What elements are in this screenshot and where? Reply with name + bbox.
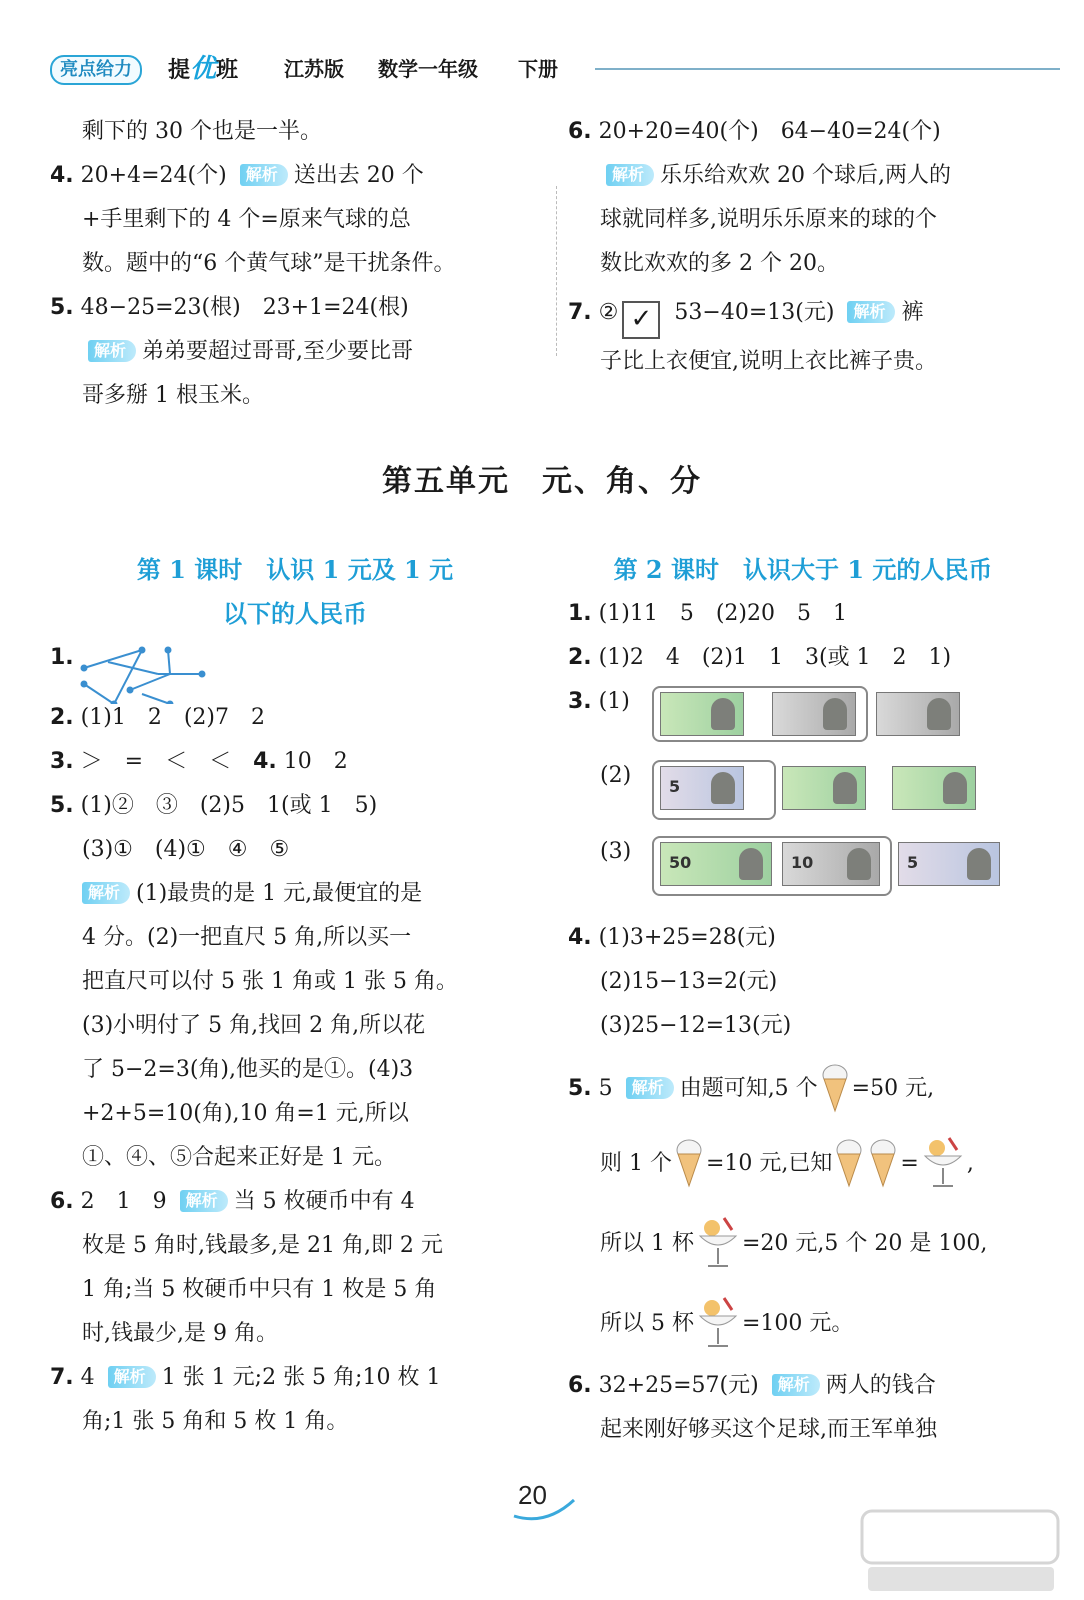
portrait-icon (711, 698, 735, 730)
lesson-2-title: 第 2 课时 认识大于 1 元的人民币 (613, 555, 993, 584)
watermark-logo-icon (858, 1505, 1063, 1597)
banknote-5: 5 (660, 766, 744, 810)
page-number-swoosh-icon (510, 1496, 580, 1522)
sundae-icon (921, 1134, 965, 1190)
sundae-icon (696, 1214, 740, 1270)
sundae-icon (696, 1294, 740, 1350)
volume: 下册 (518, 57, 558, 81)
series-pre: 提 (168, 58, 191, 83)
answer-6: 6. 32+25=57(元) 解析 两人的钱合 (568, 1373, 936, 1398)
banknote-image (660, 692, 744, 736)
unit-title: 第五单元 元、角、分 (382, 464, 702, 499)
answer-3-money: 3. (1) (2) 5 (3) 50 10 5 (568, 680, 1038, 916)
edition: 江苏版 (284, 57, 344, 81)
portrait-icon (967, 848, 991, 880)
answer-5: 5. 48−25=23(根) 23+1=24(根) (50, 295, 409, 320)
portrait-icon (833, 772, 857, 804)
top-right-column: 6. 20+20=40(个) 64−40=24(个) 解析 乐乐给欢欢 20 个球后,两人的 球就同样多,说明乐乐原来的球的个 数比欢欢的多 2 个 20。 7. ② ✓ 53−40=13(元) 解析 裤 子比上衣便宜,说明上衣比裤子贵。 (568, 110, 1038, 384)
answer-4: 4. 20+4=24(个) 解析 送出去 20 个 (50, 163, 424, 188)
banknote-image (876, 692, 960, 736)
ice-cream-icon (834, 1138, 864, 1188)
continued-line: 剩下的 30 个也是一半。 (82, 119, 322, 144)
banknote-image (892, 766, 976, 810)
portrait-icon (943, 772, 967, 804)
page-number: 20 (518, 1480, 547, 1510)
analysis-tag: 解析 (180, 1190, 228, 1212)
portrait-icon (927, 698, 951, 730)
portrait-icon (711, 772, 735, 804)
analysis-tag: 解析 (772, 1374, 820, 1396)
banknote-5: 5 (898, 842, 1000, 886)
lesson-1-title-2: 以下的人民币 (223, 599, 367, 628)
analysis-tag: 解析 (82, 882, 130, 904)
answer-7: 7. ② ✓ 53−40=13(元) 解析 裤 (568, 286, 1038, 340)
ice-cream-icon (820, 1063, 850, 1113)
banknote-image (772, 692, 856, 736)
portrait-icon (739, 848, 763, 880)
banknote-10: 10 (782, 842, 880, 886)
header-rule (595, 68, 1060, 70)
lesson-2: 第 2 课时 认识大于 1 元的人民币 1. (1)11 5 (2)20 5 1 2. (1)2 4 (2)1 1 3(或 1 2 1) 3. (1) (2) 5 (3) 50 10 5 4. (1)3+25=28(元) (2)15−13=2(元) (3)25−12=13(元) 5. 5 解析 由题可知,5 个 =50 元, 则 1 个 =10 元,已知 = , 所以 1 杯 =20 元,5 个 20 是 100, 所以 5 杯 =100 元。 6. 32+25=57(元) 解析 两人的钱合 起来刚好够买这个足球,而王军单独 (568, 548, 1038, 1452)
answer-5: 5. 5 解析 由题可知,5 个 =50 元, (568, 1054, 1038, 1124)
column-divider (556, 186, 557, 356)
series-post: 班 (216, 58, 239, 83)
portrait-icon (823, 698, 847, 730)
banknote-50: 50 (660, 842, 772, 886)
ice-cream-icon (674, 1138, 704, 1188)
portrait-icon (847, 848, 871, 880)
ice-cream-icon (868, 1138, 898, 1188)
page-header (50, 50, 1060, 86)
banknote-image (782, 766, 866, 810)
series-title (168, 54, 238, 86)
analysis-tag: 解析 (240, 164, 288, 186)
matching-lines-diagram (78, 644, 218, 704)
lesson-1-title-1: 第 1 课时 认识 1 元及 1 元 (136, 555, 454, 584)
analysis-tag: 解析 (626, 1077, 674, 1099)
subject: 数学一年级 (378, 57, 478, 81)
brand-badge: 亮点给力 (50, 55, 142, 85)
lesson-1: 第 1 课时 认识 1 元及 1 元 以下的人民币 1. 2. (1)1 2 (2)7 2 3. ＞ = ＜ ＜ 4. 10 2 5. (1)② ③ (2)5 1(或 1 5) (3)① (4)① ④ ⑤ 解析 (1)最贵的是 1 元,最便宜的是 4 分。(2)一把直尺 5 角,所以买一 把直尺可以付 5 张 1 角或 1 张 5 角。 (3)小明付了 5 角,找回 2 角,所以花 了 5−2=3(角),他买的是①。(4)3 +2+5=10(角),10 角=1 元,所以 ①、④、⑤合起来正好是 1 元。 6. 2 1 9 解析 当 5 枚硬币中有 4 枚是 5 角时,钱最多,是 21 角,即 2 元 1 角;当 5 枚硬币中只有 1 枚是 5 角 时,钱最少,是 9 角。 7. 4 解析 1 张 1 元;2 张 5 角;10 枚 1 角;1 张 5 角和 5 枚 1 角。 (50, 548, 540, 1444)
series-mid: 优 (190, 54, 217, 84)
analysis-tag: 解析 (606, 164, 654, 186)
answer-1-match: 1. (50, 636, 540, 696)
top-left-column: 剩下的 30 个也是一半。 4. 20+4=24(个) 解析 送出去 20 个 +手里剩下的 4 个=原来气球的总 数。题中的“6 个黄气球”是干扰条件。 5. 48−25=23(根) 23+1=24(根) 解析 弟弟要超过哥哥,至少要比哥 哥多掰 1 根玉米。 (50, 110, 540, 418)
analysis-tag: 解析 (847, 301, 895, 323)
analysis-tag: 解析 (108, 1366, 156, 1388)
check-mark-icon: ✓ (622, 301, 660, 339)
analysis-tag: 解析 (88, 340, 136, 362)
answer-6: 6. 20+20=40(个) 64−40=24(个) (568, 119, 941, 144)
